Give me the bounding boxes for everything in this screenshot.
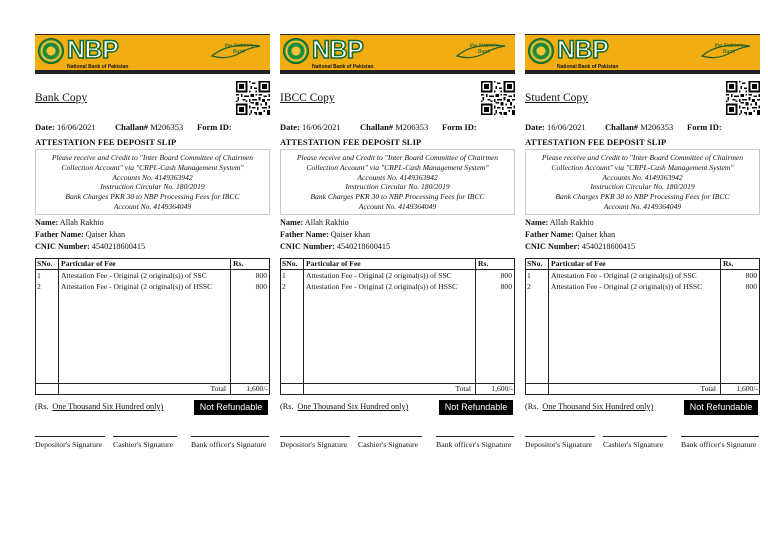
nbp-tagline: the Nation's Bank <box>224 43 254 55</box>
total-label: Total <box>700 384 716 393</box>
amount-words-value: One Thousand Six Hundred only) <box>52 402 164 411</box>
cnic-value: 4540218600415 <box>336 242 391 251</box>
nbp-banner <box>35 34 270 74</box>
nbp-tagline: the Nation's Bank <box>469 43 499 55</box>
instruction-line: Bank Charges PKR 30 to NBP Processing Fees for IBCC <box>65 192 240 202</box>
instruction-line: Please receive and Credit to "Inter Board Committee of Chairmen <box>51 153 254 162</box>
table-header-amount: Rs. <box>233 259 244 268</box>
slip-heading: ATTESTATION FEE DEPOSIT SLIP <box>525 137 667 147</box>
total-label: Total <box>455 384 471 393</box>
form-id-label: Form ID: <box>687 122 722 132</box>
father-name-label: Father Name: <box>525 230 574 239</box>
instruction-line: Account No. 4149364049 <box>113 201 192 211</box>
table-header-amount: Rs. <box>478 259 489 268</box>
depositor-details <box>280 217 390 253</box>
copy-title: IBCC Copy <box>280 92 335 104</box>
instruction-line: Collection Account" via "CRPL-Cash Management System" <box>551 162 734 172</box>
cnic-value: 4540218600415 <box>581 242 636 251</box>
total-value: 1,600/- <box>491 384 513 393</box>
fee-table <box>35 258 270 395</box>
table-cell-sno: 1 <box>37 271 41 280</box>
table-cell-amount: 800 <box>255 271 267 280</box>
instruction-line: Accounts No. 4149363942 <box>602 172 683 182</box>
table-cell-sno: 2 <box>282 282 286 291</box>
challan-label: Challan# <box>605 122 639 132</box>
date-value: 16/06/2021 <box>546 122 586 132</box>
copy-title: Bank Copy <box>35 92 88 104</box>
slip-meta-row <box>35 122 270 132</box>
table-cell-amount: 800 <box>500 282 512 291</box>
total-value: 1,600/- <box>246 384 268 393</box>
nbp-logo-subtitle: National Bank of Pakistan <box>312 64 374 70</box>
instruction-line: Accounts No. 4149363942 <box>357 172 438 182</box>
total-label: Total <box>210 384 226 393</box>
depositor-details <box>35 217 145 253</box>
depositor-signature-label: Depositor's Signature <box>280 440 348 449</box>
date-label: Date: <box>35 122 55 132</box>
amount-in-words <box>280 402 408 411</box>
rs-prefix: (Rs. <box>280 402 294 411</box>
nbp-banner <box>525 34 760 74</box>
bank-officer-signature-label: Bank officer's Signature <box>681 440 757 449</box>
table-cell-sno: 2 <box>37 282 41 291</box>
name-label: Name: <box>525 218 549 227</box>
nbp-logo-text: NBP <box>312 36 364 64</box>
qr-code-icon <box>236 81 270 115</box>
cashier-signature-label: Cashier's Signature <box>113 440 174 449</box>
fee-table <box>525 258 760 395</box>
nbp-logo-subtitle: National Bank of Pakistan <box>557 64 619 70</box>
nbp-logo-icon <box>283 38 309 64</box>
date-value: 16/06/2021 <box>56 122 96 132</box>
instructions-box <box>525 149 760 215</box>
table-header-particular: Particular of Fee <box>306 259 361 268</box>
table-header-particular: Particular of Fee <box>551 259 606 268</box>
cashier-signature-label: Cashier's Signature <box>603 440 664 449</box>
table-header-sno: SNo. <box>527 259 543 268</box>
slip-bank-copy <box>35 34 270 454</box>
instruction-line: Collection Account" via "CRPL-Cash Management System" <box>306 162 489 172</box>
table-header-sno: SNo. <box>282 259 298 268</box>
instruction-line: Please receive and Credit to "Inter Board Committee of Chairmen <box>296 153 499 162</box>
table-header-particular: Particular of Fee <box>61 259 116 268</box>
nbp-banner <box>280 34 515 74</box>
table-cell-particular: Attestation Fee - Original (2 original(s)) of SSC <box>551 271 697 280</box>
cnic-label: CNIC Number: <box>525 242 580 251</box>
cnic-value: 4540218600415 <box>91 242 146 251</box>
nbp-tagline: the Nation's Bank <box>714 43 744 55</box>
father-name-label: Father Name: <box>280 230 329 239</box>
date-label: Date: <box>525 122 545 132</box>
instruction-line: Account No. 4149364049 <box>603 201 682 211</box>
challan-value: M206353 <box>150 122 184 132</box>
slip-student-copy <box>525 34 760 454</box>
father-name-label: Father Name: <box>35 230 84 239</box>
date-label: Date: <box>280 122 300 132</box>
form-id-label: Form ID: <box>197 122 232 132</box>
date-value: 16/06/2021 <box>301 122 341 132</box>
rs-prefix: (Rs. <box>525 402 539 411</box>
fee-table <box>280 258 515 395</box>
instruction-line: Instruction Circular No. 180/2019 <box>100 182 205 192</box>
table-cell-sno: 1 <box>527 271 531 280</box>
instructions-box <box>35 149 270 215</box>
table-cell-sno: 2 <box>527 282 531 291</box>
table-cell-amount: 800 <box>745 271 757 280</box>
name-value: Allah Rakhio <box>549 218 594 227</box>
copy-title: Student Copy <box>525 92 588 104</box>
table-header-sno: SNo. <box>37 259 53 268</box>
nbp-logo-text: NBP <box>67 36 119 64</box>
challan-value: M206353 <box>395 122 429 132</box>
qr-code-icon <box>481 81 515 115</box>
slip-meta-row <box>280 122 515 132</box>
instruction-line: Account No. 4149364049 <box>358 201 437 211</box>
bank-officer-signature-label: Bank officer's Signature <box>191 440 267 449</box>
name-value: Allah Rakhio <box>304 218 349 227</box>
form-id-label: Form ID: <box>442 122 477 132</box>
qr-code-icon <box>726 81 760 115</box>
instruction-line: Please receive and Credit to "Inter Board Committee of Chairmen <box>541 153 744 162</box>
amount-words-value: One Thousand Six Hundred only) <box>297 402 409 411</box>
table-cell-amount: 800 <box>500 271 512 280</box>
instruction-line: Instruction Circular No. 180/2019 <box>590 182 695 192</box>
father-name-value: Qaiser khan <box>575 230 616 239</box>
slip-meta-row <box>525 122 760 132</box>
slip-heading: ATTESTATION FEE DEPOSIT SLIP <box>280 137 422 147</box>
table-cell-particular: Attestation Fee - Original (2 original(s)) of HSSC <box>61 282 213 291</box>
rs-prefix: (Rs. <box>35 402 49 411</box>
instruction-line: Bank Charges PKR 30 to NBP Processing Fees for IBCC <box>310 192 485 202</box>
not-refundable-badge: Not Refundable <box>439 400 513 415</box>
not-refundable-badge: Not Refundable <box>684 400 758 415</box>
cnic-label: CNIC Number: <box>35 242 90 251</box>
instruction-line: Instruction Circular No. 180/2019 <box>345 182 450 192</box>
cashier-signature-label: Cashier's Signature <box>358 440 419 449</box>
instruction-line: Collection Account" via "CRPL-Cash Management System" <box>61 162 244 172</box>
table-cell-particular: Attestation Fee - Original (2 original(s)) of SSC <box>306 271 452 280</box>
table-cell-amount: 800 <box>745 282 757 291</box>
depositor-details <box>525 217 635 253</box>
cnic-label: CNIC Number: <box>280 242 335 251</box>
name-label: Name: <box>280 218 304 227</box>
amount-words-value: One Thousand Six Hundred only) <box>542 402 654 411</box>
table-header-amount: Rs. <box>723 259 734 268</box>
total-value: 1,600/- <box>736 384 758 393</box>
depositor-signature-label: Depositor's Signature <box>35 440 103 449</box>
nbp-logo-icon <box>528 38 554 64</box>
nbp-logo-text: NBP <box>557 36 609 64</box>
not-refundable-badge: Not Refundable <box>194 400 268 415</box>
name-value: Allah Rakhio <box>59 218 104 227</box>
instruction-line: Accounts No. 4149363942 <box>112 172 193 182</box>
amount-in-words <box>525 402 653 411</box>
table-cell-particular: Attestation Fee - Original (2 original(s)) of SSC <box>61 271 207 280</box>
instructions-box <box>280 149 515 215</box>
slip-heading: ATTESTATION FEE DEPOSIT SLIP <box>35 137 177 147</box>
table-cell-particular: Attestation Fee - Original (2 original(s)) of HSSC <box>306 282 458 291</box>
challan-value: M206353 <box>640 122 674 132</box>
table-cell-sno: 1 <box>282 271 286 280</box>
instruction-line: Bank Charges PKR 30 to NBP Processing Fees for IBCC <box>555 192 730 202</box>
nbp-logo-icon <box>38 38 64 64</box>
depositor-signature-label: Depositor's Signature <box>525 440 593 449</box>
table-cell-particular: Attestation Fee - Original (2 original(s)) of HSSC <box>551 282 703 291</box>
father-name-value: Qaiser khan <box>330 230 371 239</box>
challan-label: Challan# <box>115 122 149 132</box>
amount-in-words <box>35 402 163 411</box>
slip-ibcc-copy <box>280 34 515 454</box>
name-label: Name: <box>35 218 59 227</box>
father-name-value: Qaiser khan <box>85 230 126 239</box>
nbp-logo-subtitle: National Bank of Pakistan <box>67 64 129 70</box>
challan-label: Challan# <box>360 122 394 132</box>
table-cell-amount: 800 <box>255 282 267 291</box>
bank-officer-signature-label: Bank officer's Signature <box>436 440 512 449</box>
